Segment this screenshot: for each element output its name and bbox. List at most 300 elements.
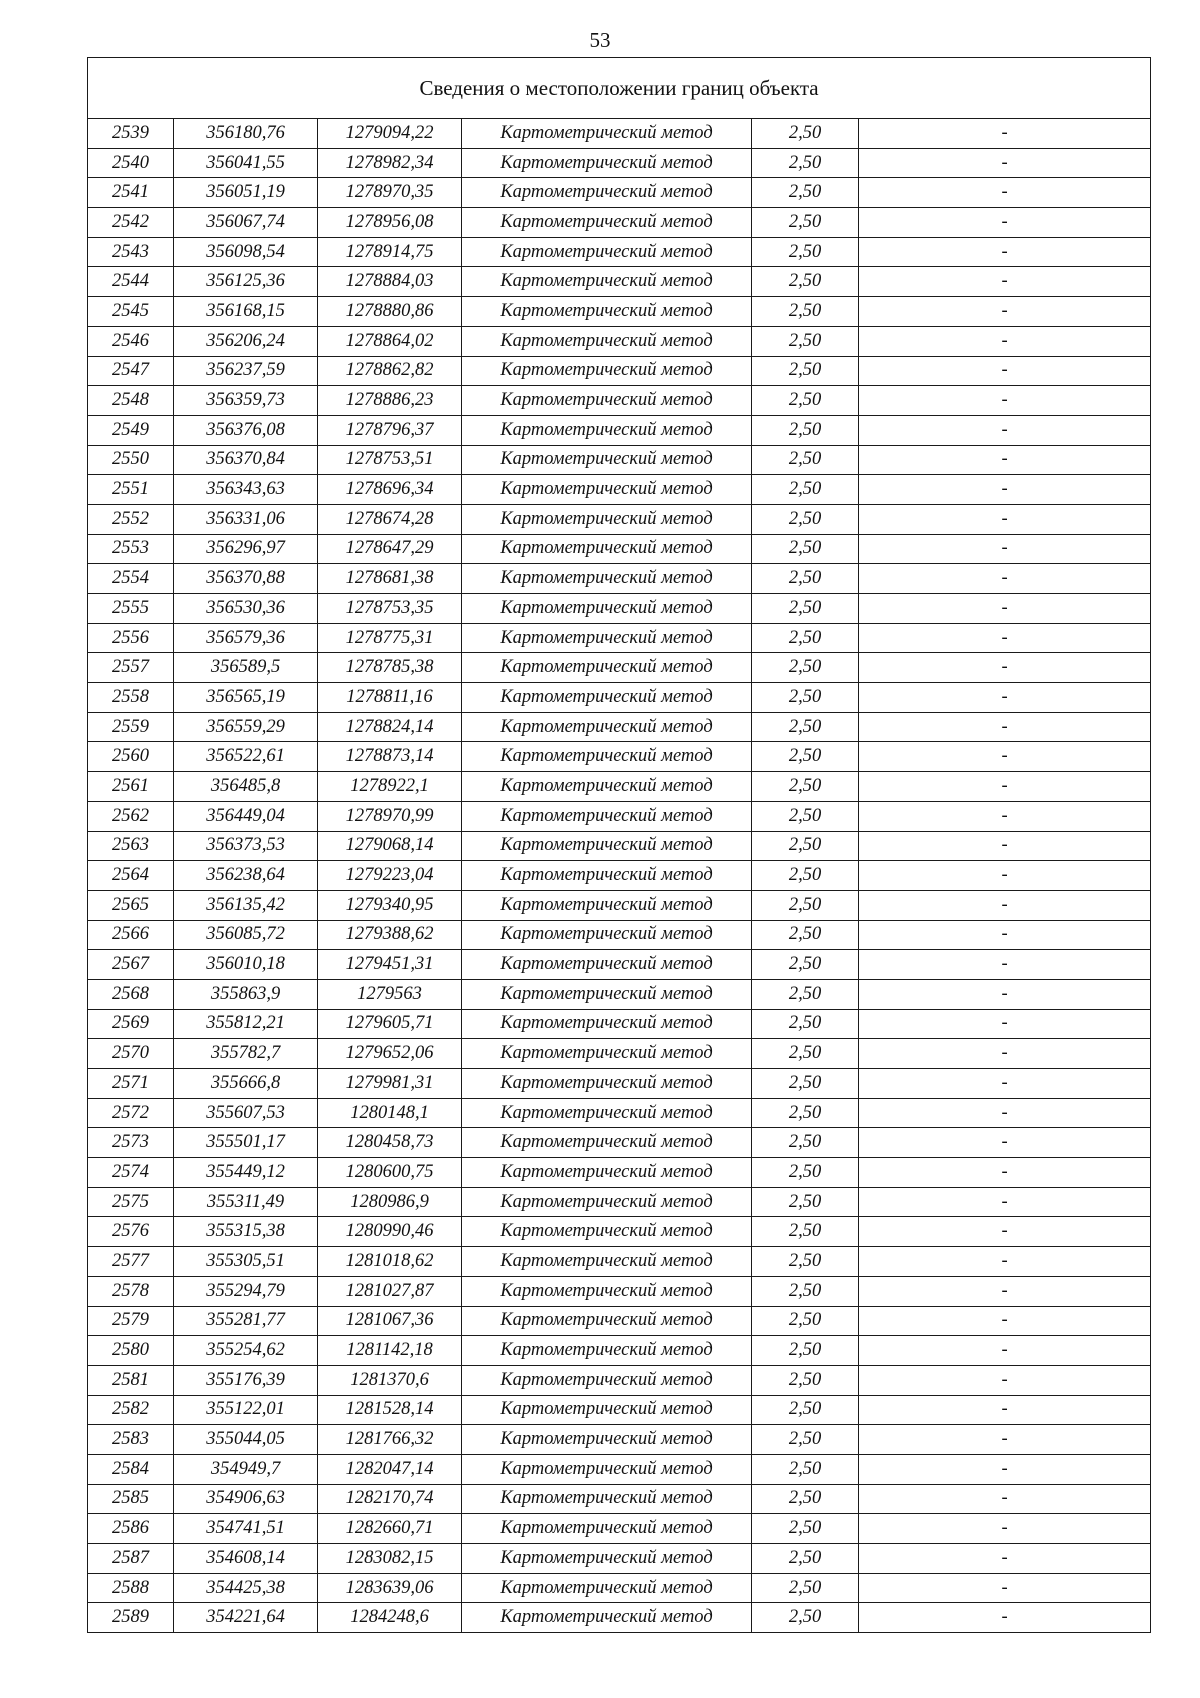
accuracy-cell: 2,50 <box>752 1454 859 1484</box>
point-number-cell: 2575 <box>88 1187 174 1217</box>
accuracy-cell: 2,50 <box>752 237 859 267</box>
point-number-cell: 2577 <box>88 1247 174 1277</box>
page-number: 53 <box>589 28 611 52</box>
x-coordinate-cell: 356125,36 <box>174 267 318 297</box>
y-coordinate-cell: 1278775,31 <box>318 623 462 653</box>
table-row <box>88 979 1151 1009</box>
description-cell: - <box>859 148 1151 178</box>
table-row <box>88 1603 1151 1633</box>
method-cell: Картометрический метод <box>462 1098 752 1128</box>
table-row <box>88 1158 1151 1188</box>
accuracy-cell: 2,50 <box>752 1158 859 1188</box>
point-number-cell: 2571 <box>88 1069 174 1099</box>
x-coordinate-cell: 355315,38 <box>174 1217 318 1247</box>
accuracy-cell: 2,50 <box>752 119 859 149</box>
accuracy-cell: 2,50 <box>752 1336 859 1366</box>
description-cell: - <box>859 564 1151 594</box>
table-row <box>88 1247 1151 1277</box>
description-cell: - <box>859 1217 1151 1247</box>
point-number-cell: 2568 <box>88 979 174 1009</box>
description-cell: - <box>859 1069 1151 1099</box>
method-cell: Картометрический метод <box>462 712 752 742</box>
method-cell: Картометрический метод <box>462 594 752 624</box>
table-row <box>88 653 1151 683</box>
point-number-cell: 2582 <box>88 1395 174 1425</box>
point-number-cell: 2573 <box>88 1128 174 1158</box>
accuracy-cell: 2,50 <box>752 356 859 386</box>
accuracy-cell: 2,50 <box>752 890 859 920</box>
x-coordinate-cell: 355607,53 <box>174 1098 318 1128</box>
description-cell: - <box>859 1603 1151 1633</box>
x-coordinate-cell: 355176,39 <box>174 1365 318 1395</box>
x-coordinate-cell: 356376,08 <box>174 415 318 445</box>
method-cell: Картометрический метод <box>462 1573 752 1603</box>
table-row <box>88 1425 1151 1455</box>
y-coordinate-cell: 1278982,34 <box>318 148 462 178</box>
y-coordinate-cell: 1279605,71 <box>318 1009 462 1039</box>
point-number-cell: 2589 <box>88 1603 174 1633</box>
y-coordinate-cell: 1279388,62 <box>318 920 462 950</box>
method-cell: Картометрический метод <box>462 1039 752 1069</box>
x-coordinate-cell: 356010,18 <box>174 950 318 980</box>
y-coordinate-cell: 1278824,14 <box>318 712 462 742</box>
method-cell: Картометрический метод <box>462 772 752 802</box>
y-coordinate-cell: 1281018,62 <box>318 1247 462 1277</box>
point-number-cell: 2556 <box>88 623 174 653</box>
table-row <box>88 1544 1151 1574</box>
method-cell: Картометрический метод <box>462 237 752 267</box>
method-cell: Картометрический метод <box>462 1514 752 1544</box>
point-number-cell: 2574 <box>88 1158 174 1188</box>
description-cell: - <box>859 1276 1151 1306</box>
description-cell: - <box>859 950 1151 980</box>
table-row <box>88 1484 1151 1514</box>
point-number-cell: 2555 <box>88 594 174 624</box>
description-cell: - <box>859 1425 1151 1455</box>
y-coordinate-cell: 1278681,38 <box>318 564 462 594</box>
y-coordinate-cell: 1278864,02 <box>318 326 462 356</box>
table-row <box>88 1514 1151 1544</box>
x-coordinate-cell: 356168,15 <box>174 297 318 327</box>
accuracy-cell: 2,50 <box>752 623 859 653</box>
y-coordinate-cell: 1279340,95 <box>318 890 462 920</box>
accuracy-cell: 2,50 <box>752 653 859 683</box>
table-row <box>88 208 1151 238</box>
x-coordinate-cell: 356565,19 <box>174 683 318 713</box>
table-row <box>88 445 1151 475</box>
accuracy-cell: 2,50 <box>752 772 859 802</box>
point-number-cell: 2548 <box>88 386 174 416</box>
accuracy-cell: 2,50 <box>752 1425 859 1455</box>
point-number-cell: 2570 <box>88 1039 174 1069</box>
y-coordinate-cell: 1278647,29 <box>318 534 462 564</box>
method-cell: Картометрический метод <box>462 148 752 178</box>
accuracy-cell: 2,50 <box>752 1217 859 1247</box>
x-coordinate-cell: 355311,49 <box>174 1187 318 1217</box>
accuracy-cell: 2,50 <box>752 1009 859 1039</box>
description-cell: - <box>859 119 1151 149</box>
y-coordinate-cell: 1281142,18 <box>318 1336 462 1366</box>
point-number-cell: 2557 <box>88 653 174 683</box>
description-cell: - <box>859 326 1151 356</box>
method-cell: Картометрический метод <box>462 1336 752 1366</box>
description-cell: - <box>859 356 1151 386</box>
accuracy-cell: 2,50 <box>752 831 859 861</box>
y-coordinate-cell: 1278884,03 <box>318 267 462 297</box>
accuracy-cell: 2,50 <box>752 594 859 624</box>
table-row <box>88 890 1151 920</box>
point-number-cell: 2541 <box>88 178 174 208</box>
y-coordinate-cell: 1283639,06 <box>318 1573 462 1603</box>
description-cell: - <box>859 1187 1151 1217</box>
table-row <box>88 1217 1151 1247</box>
accuracy-cell: 2,50 <box>752 1039 859 1069</box>
method-cell: Картометрический метод <box>462 1009 752 1039</box>
table-row <box>88 1187 1151 1217</box>
table-row <box>88 920 1151 950</box>
method-cell: Картометрический метод <box>462 1425 752 1455</box>
y-coordinate-cell: 1278862,82 <box>318 356 462 386</box>
y-coordinate-cell: 1282170,74 <box>318 1484 462 1514</box>
accuracy-cell: 2,50 <box>752 979 859 1009</box>
y-coordinate-cell: 1280458,73 <box>318 1128 462 1158</box>
point-number-cell: 2545 <box>88 297 174 327</box>
method-cell: Картометрический метод <box>462 653 752 683</box>
table-row <box>88 861 1151 891</box>
y-coordinate-cell: 1279981,31 <box>318 1069 462 1099</box>
description-cell: - <box>859 890 1151 920</box>
point-number-cell: 2560 <box>88 742 174 772</box>
x-coordinate-cell: 356238,64 <box>174 861 318 891</box>
x-coordinate-cell: 356051,19 <box>174 178 318 208</box>
description-cell: - <box>859 979 1151 1009</box>
y-coordinate-cell: 1284248,6 <box>318 1603 462 1633</box>
description-cell: - <box>859 1514 1151 1544</box>
point-number-cell: 2542 <box>88 208 174 238</box>
point-number-cell: 2565 <box>88 890 174 920</box>
table-row <box>88 1306 1151 1336</box>
x-coordinate-cell: 354425,38 <box>174 1573 318 1603</box>
y-coordinate-cell: 1279451,31 <box>318 950 462 980</box>
method-cell: Картометрический метод <box>462 1069 752 1099</box>
y-coordinate-cell: 1279223,04 <box>318 861 462 891</box>
y-coordinate-cell: 1279652,06 <box>318 1039 462 1069</box>
x-coordinate-cell: 356449,04 <box>174 801 318 831</box>
x-coordinate-cell: 355122,01 <box>174 1395 318 1425</box>
accuracy-cell: 2,50 <box>752 1544 859 1574</box>
accuracy-cell: 2,50 <box>752 297 859 327</box>
description-cell: - <box>859 1454 1151 1484</box>
point-number-cell: 2563 <box>88 831 174 861</box>
method-cell: Картометрический метод <box>462 386 752 416</box>
y-coordinate-cell: 1281067,36 <box>318 1306 462 1336</box>
accuracy-cell: 2,50 <box>752 445 859 475</box>
description-cell: - <box>859 712 1151 742</box>
table-row <box>88 712 1151 742</box>
y-coordinate-cell: 1281528,14 <box>318 1395 462 1425</box>
y-coordinate-cell: 1278922,1 <box>318 772 462 802</box>
point-number-cell: 2567 <box>88 950 174 980</box>
method-cell: Картометрический метод <box>462 534 752 564</box>
method-cell: Картометрический метод <box>462 861 752 891</box>
description-cell: - <box>859 1544 1151 1574</box>
y-coordinate-cell: 1278753,51 <box>318 445 462 475</box>
point-number-cell: 2550 <box>88 445 174 475</box>
x-coordinate-cell: 354949,7 <box>174 1454 318 1484</box>
method-cell: Картометрический метод <box>462 564 752 594</box>
y-coordinate-cell: 1278956,08 <box>318 208 462 238</box>
description-cell: - <box>859 1573 1151 1603</box>
accuracy-cell: 2,50 <box>752 1069 859 1099</box>
table-row <box>88 1039 1151 1069</box>
x-coordinate-cell: 354906,63 <box>174 1484 318 1514</box>
table-row <box>88 1395 1151 1425</box>
description-cell: - <box>859 653 1151 683</box>
x-coordinate-cell: 355501,17 <box>174 1128 318 1158</box>
accuracy-cell: 2,50 <box>752 148 859 178</box>
method-cell: Картометрический метод <box>462 119 752 149</box>
table-row <box>88 683 1151 713</box>
y-coordinate-cell: 1278753,35 <box>318 594 462 624</box>
accuracy-cell: 2,50 <box>752 208 859 238</box>
point-number-cell: 2540 <box>88 148 174 178</box>
x-coordinate-cell: 356370,88 <box>174 564 318 594</box>
table-row <box>88 1454 1151 1484</box>
table-row <box>88 178 1151 208</box>
table-row <box>88 326 1151 356</box>
y-coordinate-cell: 1281027,87 <box>318 1276 462 1306</box>
point-number-cell: 2583 <box>88 1425 174 1455</box>
x-coordinate-cell: 355782,7 <box>174 1039 318 1069</box>
method-cell: Картометрический метод <box>462 1187 752 1217</box>
x-coordinate-cell: 356041,55 <box>174 148 318 178</box>
method-cell: Картометрический метод <box>462 1128 752 1158</box>
table-row <box>88 1573 1151 1603</box>
x-coordinate-cell: 355449,12 <box>174 1158 318 1188</box>
point-number-cell: 2549 <box>88 415 174 445</box>
description-cell: - <box>859 1395 1151 1425</box>
y-coordinate-cell: 1282660,71 <box>318 1514 462 1544</box>
y-coordinate-cell: 1279068,14 <box>318 831 462 861</box>
description-cell: - <box>859 920 1151 950</box>
accuracy-cell: 2,50 <box>752 1247 859 1277</box>
method-cell: Картометрический метод <box>462 831 752 861</box>
accuracy-cell: 2,50 <box>752 1573 859 1603</box>
accuracy-cell: 2,50 <box>752 1603 859 1633</box>
point-number-cell: 2588 <box>88 1573 174 1603</box>
description-cell: - <box>859 861 1151 891</box>
table-row <box>88 1276 1151 1306</box>
description-cell: - <box>859 801 1151 831</box>
x-coordinate-cell: 354221,64 <box>174 1603 318 1633</box>
method-cell: Картометрический метод <box>462 356 752 386</box>
x-coordinate-cell: 356559,29 <box>174 712 318 742</box>
x-coordinate-cell: 356180,76 <box>174 119 318 149</box>
y-coordinate-cell: 1280986,9 <box>318 1187 462 1217</box>
accuracy-cell: 2,50 <box>752 534 859 564</box>
accuracy-cell: 2,50 <box>752 1098 859 1128</box>
table-row <box>88 1098 1151 1128</box>
description-cell: - <box>859 1128 1151 1158</box>
table-row <box>88 742 1151 772</box>
table-row <box>88 801 1151 831</box>
x-coordinate-cell: 355666,8 <box>174 1069 318 1099</box>
accuracy-cell: 2,50 <box>752 415 859 445</box>
x-coordinate-cell: 356135,42 <box>174 890 318 920</box>
description-cell: - <box>859 178 1151 208</box>
table-row <box>88 564 1151 594</box>
x-coordinate-cell: 356067,74 <box>174 208 318 238</box>
accuracy-cell: 2,50 <box>752 1484 859 1514</box>
y-coordinate-cell: 1278886,23 <box>318 386 462 416</box>
point-number-cell: 2546 <box>88 326 174 356</box>
accuracy-cell: 2,50 <box>752 801 859 831</box>
y-coordinate-cell: 1278880,86 <box>318 297 462 327</box>
accuracy-cell: 2,50 <box>752 861 859 891</box>
description-cell: - <box>859 475 1151 505</box>
description-cell: - <box>859 772 1151 802</box>
method-cell: Картометрический метод <box>462 1247 752 1277</box>
method-cell: Картометрический метод <box>462 1276 752 1306</box>
x-coordinate-cell: 356237,59 <box>174 356 318 386</box>
table-row <box>88 950 1151 980</box>
y-coordinate-cell: 1280148,1 <box>318 1098 462 1128</box>
table-row <box>88 148 1151 178</box>
point-number-cell: 2572 <box>88 1098 174 1128</box>
point-number-cell: 2580 <box>88 1336 174 1366</box>
accuracy-cell: 2,50 <box>752 712 859 742</box>
method-cell: Картометрический метод <box>462 504 752 534</box>
method-cell: Картометрический метод <box>462 979 752 1009</box>
x-coordinate-cell: 355812,21 <box>174 1009 318 1039</box>
point-number-cell: 2579 <box>88 1306 174 1336</box>
point-number-cell: 2561 <box>88 772 174 802</box>
point-number-cell: 2544 <box>88 267 174 297</box>
description-cell: - <box>859 1484 1151 1514</box>
table-row <box>88 267 1151 297</box>
accuracy-cell: 2,50 <box>752 1514 859 1544</box>
x-coordinate-cell: 356373,53 <box>174 831 318 861</box>
method-cell: Картометрический метод <box>462 1544 752 1574</box>
description-cell: - <box>859 1098 1151 1128</box>
table-row <box>88 534 1151 564</box>
x-coordinate-cell: 356370,84 <box>174 445 318 475</box>
description-cell: - <box>859 1009 1151 1039</box>
method-cell: Картометрический метод <box>462 890 752 920</box>
table-row <box>88 623 1151 653</box>
x-coordinate-cell: 356589,5 <box>174 653 318 683</box>
accuracy-cell: 2,50 <box>752 1365 859 1395</box>
y-coordinate-cell: 1278696,34 <box>318 475 462 505</box>
y-coordinate-cell: 1282047,14 <box>318 1454 462 1484</box>
point-number-cell: 2576 <box>88 1217 174 1247</box>
description-cell: - <box>859 267 1151 297</box>
method-cell: Картометрический метод <box>462 1217 752 1247</box>
y-coordinate-cell: 1278970,99 <box>318 801 462 831</box>
accuracy-cell: 2,50 <box>752 1306 859 1336</box>
method-cell: Картометрический метод <box>462 208 752 238</box>
table-row <box>88 594 1151 624</box>
y-coordinate-cell: 1281370,6 <box>318 1365 462 1395</box>
accuracy-cell: 2,50 <box>752 564 859 594</box>
point-number-cell: 2559 <box>88 712 174 742</box>
accuracy-cell: 2,50 <box>752 475 859 505</box>
table-row <box>88 1069 1151 1099</box>
method-cell: Картометрический метод <box>462 1603 752 1633</box>
point-number-cell: 2586 <box>88 1514 174 1544</box>
description-cell: - <box>859 504 1151 534</box>
point-number-cell: 2547 <box>88 356 174 386</box>
point-number-cell: 2578 <box>88 1276 174 1306</box>
x-coordinate-cell: 355044,05 <box>174 1425 318 1455</box>
table-row <box>88 119 1151 149</box>
x-coordinate-cell: 356296,97 <box>174 534 318 564</box>
description-cell: - <box>859 415 1151 445</box>
description-cell: - <box>859 683 1151 713</box>
point-number-cell: 2558 <box>88 683 174 713</box>
method-cell: Картометрический метод <box>462 415 752 445</box>
point-number-cell: 2564 <box>88 861 174 891</box>
table-row <box>88 504 1151 534</box>
y-coordinate-cell: 1278970,35 <box>318 178 462 208</box>
x-coordinate-cell: 356343,63 <box>174 475 318 505</box>
accuracy-cell: 2,50 <box>752 178 859 208</box>
point-number-cell: 2551 <box>88 475 174 505</box>
description-cell: - <box>859 742 1151 772</box>
y-coordinate-cell: 1281766,32 <box>318 1425 462 1455</box>
method-cell: Картометрический метод <box>462 1454 752 1484</box>
y-coordinate-cell: 1280600,75 <box>318 1158 462 1188</box>
y-coordinate-cell: 1279563 <box>318 979 462 1009</box>
accuracy-cell: 2,50 <box>752 326 859 356</box>
point-number-cell: 2543 <box>88 237 174 267</box>
method-cell: Картометрический метод <box>462 801 752 831</box>
y-coordinate-cell: 1278674,28 <box>318 504 462 534</box>
description-cell: - <box>859 534 1151 564</box>
method-cell: Картометрический метод <box>462 475 752 505</box>
y-coordinate-cell: 1280990,46 <box>318 1217 462 1247</box>
description-cell: - <box>859 1336 1151 1366</box>
description-cell: - <box>859 237 1151 267</box>
x-coordinate-cell: 356485,8 <box>174 772 318 802</box>
x-coordinate-cell: 355254,62 <box>174 1336 318 1366</box>
method-cell: Картометрический метод <box>462 920 752 950</box>
y-coordinate-cell: 1278811,16 <box>318 683 462 713</box>
accuracy-cell: 2,50 <box>752 950 859 980</box>
accuracy-cell: 2,50 <box>752 683 859 713</box>
x-coordinate-cell: 356359,73 <box>174 386 318 416</box>
x-coordinate-cell: 354608,14 <box>174 1544 318 1574</box>
point-number-cell: 2581 <box>88 1365 174 1395</box>
description-cell: - <box>859 297 1151 327</box>
table-row <box>88 1009 1151 1039</box>
x-coordinate-cell: 355305,51 <box>174 1247 318 1277</box>
accuracy-cell: 2,50 <box>752 267 859 297</box>
table-row <box>88 297 1151 327</box>
accuracy-cell: 2,50 <box>752 1187 859 1217</box>
point-number-cell: 2554 <box>88 564 174 594</box>
table-row <box>88 1128 1151 1158</box>
accuracy-cell: 2,50 <box>752 742 859 772</box>
description-cell: - <box>859 445 1151 475</box>
method-cell: Картометрический метод <box>462 742 752 772</box>
point-number-cell: 2584 <box>88 1454 174 1484</box>
accuracy-cell: 2,50 <box>752 1395 859 1425</box>
description-cell: - <box>859 1158 1151 1188</box>
description-cell: - <box>859 831 1151 861</box>
boundary-coordinates-table <box>87 57 1151 1633</box>
y-coordinate-cell: 1278914,75 <box>318 237 462 267</box>
